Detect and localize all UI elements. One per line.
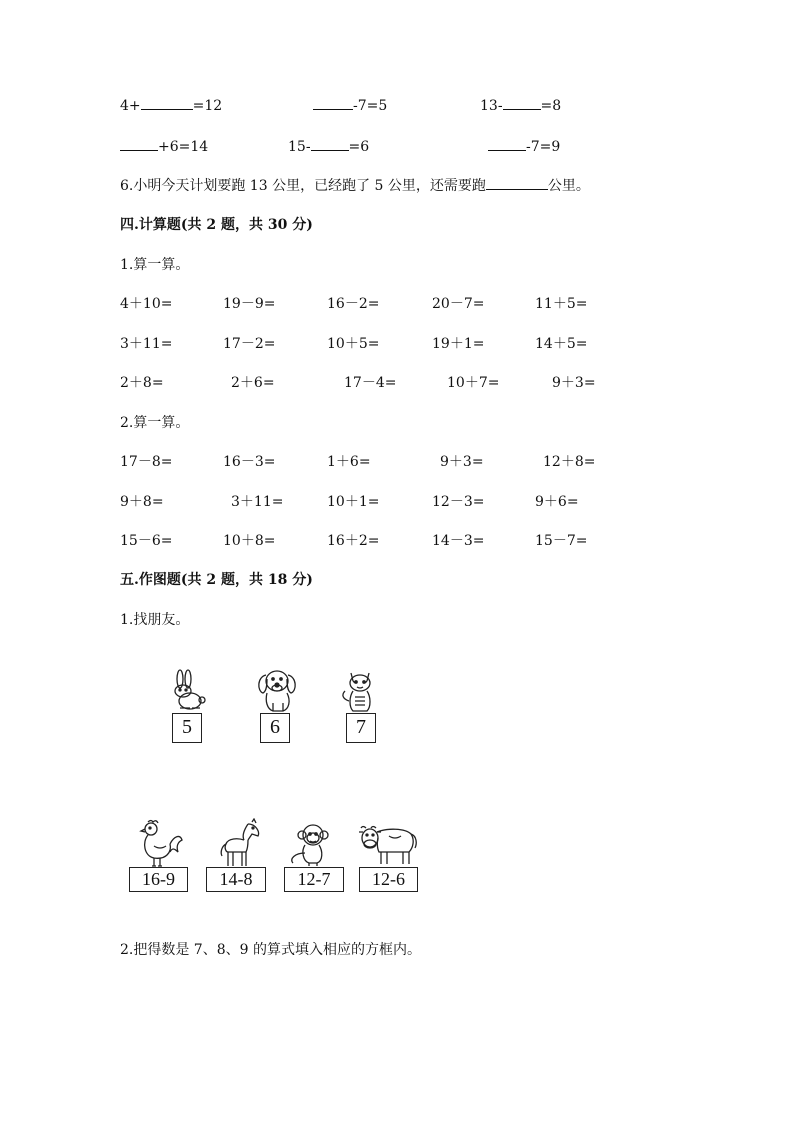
calc-item[interactable]: 16－2= bbox=[327, 296, 380, 312]
dog-icon bbox=[253, 667, 299, 713]
calc-item[interactable]: 9＋6= bbox=[535, 494, 579, 510]
calc-item[interactable]: 1＋6= bbox=[327, 454, 371, 470]
question-title: 1.算一算。 bbox=[120, 257, 190, 273]
question-title: 1.找朋友。 bbox=[120, 612, 190, 628]
calc-item[interactable]: 10＋7= bbox=[447, 375, 500, 391]
calc-item[interactable]: 3＋11= bbox=[231, 494, 284, 510]
calc-item[interactable]: 2＋8= bbox=[120, 375, 164, 391]
calc-item[interactable]: 9＋3= bbox=[552, 375, 596, 391]
answer-blank[interactable] bbox=[141, 97, 193, 110]
calc-item[interactable]: 12－3= bbox=[432, 494, 485, 510]
calc-item[interactable]: 10＋5= bbox=[327, 336, 380, 352]
expression-box[interactable]: 14-8 bbox=[206, 867, 266, 892]
answer-blank[interactable] bbox=[311, 138, 349, 151]
rabbit-icon bbox=[166, 669, 206, 711]
number-box[interactable]: 5 bbox=[172, 713, 202, 743]
calc-item[interactable]: 17－4= bbox=[344, 375, 397, 391]
calc-item[interactable]: 10＋8= bbox=[223, 533, 276, 549]
section-5-title: 五.作图题(共 2 题，共 18 分) bbox=[120, 572, 313, 588]
question-6: 6.小明今天计划要跑 13 公里，已经跑了 5 公里，还需要跑 公里。 bbox=[120, 178, 590, 194]
expression-box[interactable]: 12-6 bbox=[359, 867, 418, 892]
calc-item[interactable]: 4＋10= bbox=[120, 296, 173, 312]
number-box[interactable]: 7 bbox=[346, 713, 376, 743]
answer-blank[interactable] bbox=[503, 97, 541, 110]
blank-eq-6: -7=9 bbox=[488, 138, 560, 156]
blank-eq-1: 4+ =12 bbox=[120, 98, 223, 114]
calc-item[interactable]: 14＋5= bbox=[535, 336, 588, 352]
calc-item[interactable]: 3＋11= bbox=[120, 336, 173, 352]
calc-item[interactable]: 15－7= bbox=[535, 533, 588, 549]
calc-item[interactable]: 20－7= bbox=[432, 296, 485, 312]
rooster-icon bbox=[136, 818, 184, 868]
expression-box[interactable]: 16-9 bbox=[129, 867, 188, 892]
calc-item[interactable]: 2＋6= bbox=[231, 375, 275, 391]
calc-item[interactable]: 10＋1= bbox=[327, 494, 380, 510]
calc-item[interactable]: 9＋8= bbox=[120, 494, 164, 510]
calc-item[interactable]: 12＋8= bbox=[543, 454, 596, 470]
calc-item[interactable]: 11＋5= bbox=[535, 296, 588, 312]
calc-item[interactable]: 17－2= bbox=[223, 336, 276, 352]
cat-icon bbox=[339, 667, 381, 713]
calc-item[interactable]: 9＋3= bbox=[440, 454, 484, 470]
expression-box[interactable]: 12-7 bbox=[284, 867, 344, 892]
calc-item[interactable]: 16＋2= bbox=[327, 533, 380, 549]
calc-item[interactable]: 17－8= bbox=[120, 454, 173, 470]
question-title: 2.算一算。 bbox=[120, 415, 190, 431]
blank-eq-2: -7=5 bbox=[313, 97, 387, 115]
blank-eq-4: +6=14 bbox=[120, 138, 208, 156]
section-4-title: 四.计算题(共 2 题，共 30 分) bbox=[120, 217, 313, 233]
blank-eq-5: 15- =6 bbox=[288, 139, 370, 155]
blank-eq-3: 13- =8 bbox=[480, 98, 562, 114]
calc-item[interactable]: 15－6= bbox=[120, 533, 173, 549]
calc-item[interactable]: 19＋1= bbox=[432, 336, 485, 352]
calc-item[interactable]: 19－9= bbox=[223, 296, 276, 312]
monkey-icon bbox=[287, 823, 333, 867]
cow-icon bbox=[357, 824, 419, 866]
answer-blank[interactable] bbox=[313, 97, 353, 110]
answer-blank[interactable] bbox=[120, 138, 158, 151]
answer-blank[interactable] bbox=[486, 177, 548, 190]
number-box[interactable]: 6 bbox=[260, 713, 290, 743]
answer-blank[interactable] bbox=[488, 138, 526, 151]
calc-item[interactable]: 16－3= bbox=[223, 454, 276, 470]
horse-icon bbox=[218, 818, 264, 868]
question-title: 2.把得数是 7、8、9 的算式填入相应的方框内。 bbox=[120, 942, 421, 958]
calc-item[interactable]: 14－3= bbox=[432, 533, 485, 549]
